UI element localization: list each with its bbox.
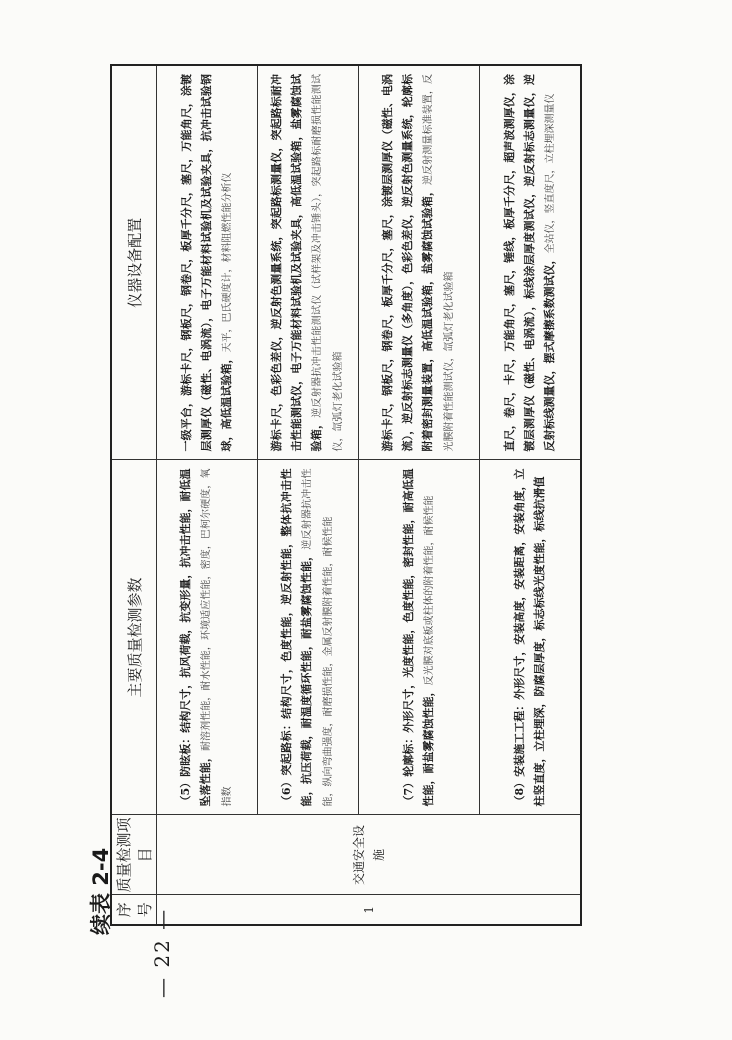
params-cell (258, 460, 359, 815)
header-item: 质量检测项目 (111, 815, 157, 895)
equip-bold-text: 直尺，卷尺，卡尺，万能角尺，塞尺，锤线，板厚千分尺，超声波测厚仪，涂镀层测厚仪（磁性、电涡流），标线涂层厚度测试仪，逆反射标志测量仪，逆反射标线测量仪，摆式摩擦系数测试仪， (502, 74, 556, 452)
params-cell (157, 460, 258, 815)
row-item: 交通安全设施 (157, 815, 582, 895)
table-caption: 续表 2-4 (89, 847, 113, 935)
params-note-text: 反光膜对底板或柱体的附着性能，耐候性能 (423, 495, 435, 686)
params-bold-text: （5）防眩板：结构尺寸，抗风荷载，抗变形量，抗冲击性能，耐低温坠落性能， (179, 468, 212, 807)
table-row (258, 65, 359, 925)
params-note-text: 逆反射器抗冲击性能，纵向弯曲强度，耐磨损性能，金属反射膜附着性能，耐候性能 (302, 468, 334, 807)
table-row (480, 65, 582, 925)
params-note-text: 耐溶剂性能，耐水性能，环境适应性能，密度，巴柯尔硬度，氧指数 (201, 468, 233, 807)
equip-bold-text: 游标卡尺，钢板尺，钢卷尺，板厚千分尺，塞尺，涂镀层测厚仪（磁性、电涡流），逆反射标志测量仪（多角度），色彩色差仪，逆反射色测量系统，轮廓标附着密封测量装置，高低温试验箱，盐雾腐蚀试验箱， (381, 74, 434, 452)
params-cell (480, 460, 582, 815)
equip-note-text: 全站仪，竖直度尺，立柱埋深测量仪 (544, 93, 556, 254)
params-bold-text: （7）轮廓标：外形尺寸，光度性能，色度性能，密封性能，耐高低温性能，耐盐雾腐蚀性能， (401, 468, 435, 807)
header-index: 序号 (111, 895, 157, 925)
equip-note-text: 天平，巴氏硬度计，材料阻燃性能分析仪 (221, 172, 233, 353)
row-index: 1 (157, 895, 582, 925)
equip-cell (157, 65, 258, 460)
equip-bold-text: 一级平台，游标卡尺，钢板尺，钢卷尺，板厚千分尺，塞尺，万能角尺，涂镀层测厚仪（磁性、电涡流），电子万能材料试验机及试验夹具，抗冲击试验钢球，高低温试验箱， (179, 74, 233, 452)
page-number: — 22 — (150, 907, 174, 998)
equip-note-text: 逆反射器抗冲击性能测试仪（试样架及冲击锤头），突起路标耐磨损性能测试仪，氙弧灯老化试验箱 (312, 73, 344, 452)
params-bold-text: （6）突起路标：结构尺寸，色度性能，逆反射性能，整体抗冲击性能，抗压荷载，耐温度循环性能，耐盐雾腐蚀性能， (280, 468, 313, 807)
equipment-table (110, 64, 582, 926)
table-row (359, 65, 480, 925)
table-row (157, 65, 258, 925)
table-header-row (111, 65, 157, 925)
equip-cell (480, 65, 582, 460)
params-cell (359, 460, 480, 815)
equip-cell (258, 65, 359, 460)
header-equip: 仪器设备配置 (111, 65, 157, 460)
equip-note-text: 逆反射测量标准装置，反光膜附着性能测试仪，氙弧灯老化试验箱 (423, 74, 455, 452)
header-params: 主要质量检测参数 (111, 460, 157, 815)
params-bold-text: （8）安装施工工程：外形尺寸，安装高度，安装距离，安装角度，立柱竖直度，立柱埋深，防腐层厚度，标志标线光度性能，标线抗滑值 (512, 468, 546, 807)
equip-bold-text: 游标卡尺，色彩色差仪，逆反射色测量系统，突起路标测量仪，突起路标耐冲击性能测试仪，电子万能材料试验机及试验夹具，高低温试验箱，盐雾腐蚀试验箱， (270, 74, 323, 452)
equip-cell (359, 65, 480, 460)
